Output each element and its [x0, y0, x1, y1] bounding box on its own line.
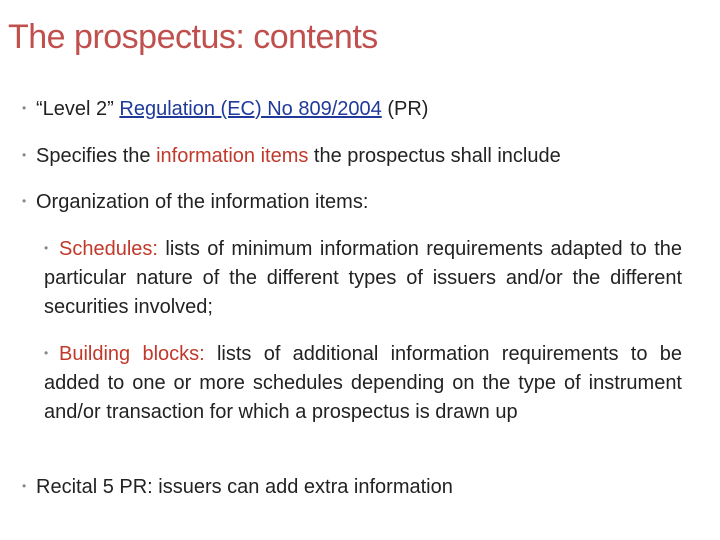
bullet-marker: • [44, 241, 49, 255]
bullet-organization [22, 187, 368, 217]
sub-bullet-schedules [44, 234, 682, 322]
term-building-blocks: Building blocks: [59, 343, 205, 365]
bullet-specifies [22, 141, 561, 171]
bullet-marker: • [22, 194, 27, 208]
term-schedules: Schedules: [59, 238, 158, 260]
sub-bullet-building-blocks [44, 339, 682, 427]
sub-bullet-text: lists of additional information requirements to be added to one or more schedules depending on the type of instrument and/or transaction for which a prospectus is drawn up [44, 343, 682, 423]
bullet-marker: • [44, 346, 49, 360]
bullet-marker: • [22, 479, 27, 493]
regulation-link[interactable]: Regulation (EC) No 809/2004 [119, 98, 382, 120]
bullet-suffix: (PR) [381, 98, 429, 120]
bullet-text: Recital 5 PR: issuers can add extra information [36, 476, 453, 498]
sub-bullet-text: lists of minimum information requirements adapted to the particular nature of the different types of issuers and/or the different securities involved; [44, 238, 682, 318]
bullet-prefix: “Level 2” [36, 98, 120, 120]
bullet-marker: • [22, 148, 27, 162]
bullet-recital [22, 472, 453, 502]
bullet-marker: • [22, 101, 27, 115]
slide-title: The prospectus: contents [8, 18, 378, 56]
bullet-regulation [22, 94, 428, 124]
highlight-information-items: information items [156, 145, 309, 167]
bullet-suffix: the prospectus shall include [308, 145, 561, 167]
bullet-text: Organization of the information items: [36, 191, 369, 213]
bullet-prefix: Specifies the [36, 145, 157, 167]
